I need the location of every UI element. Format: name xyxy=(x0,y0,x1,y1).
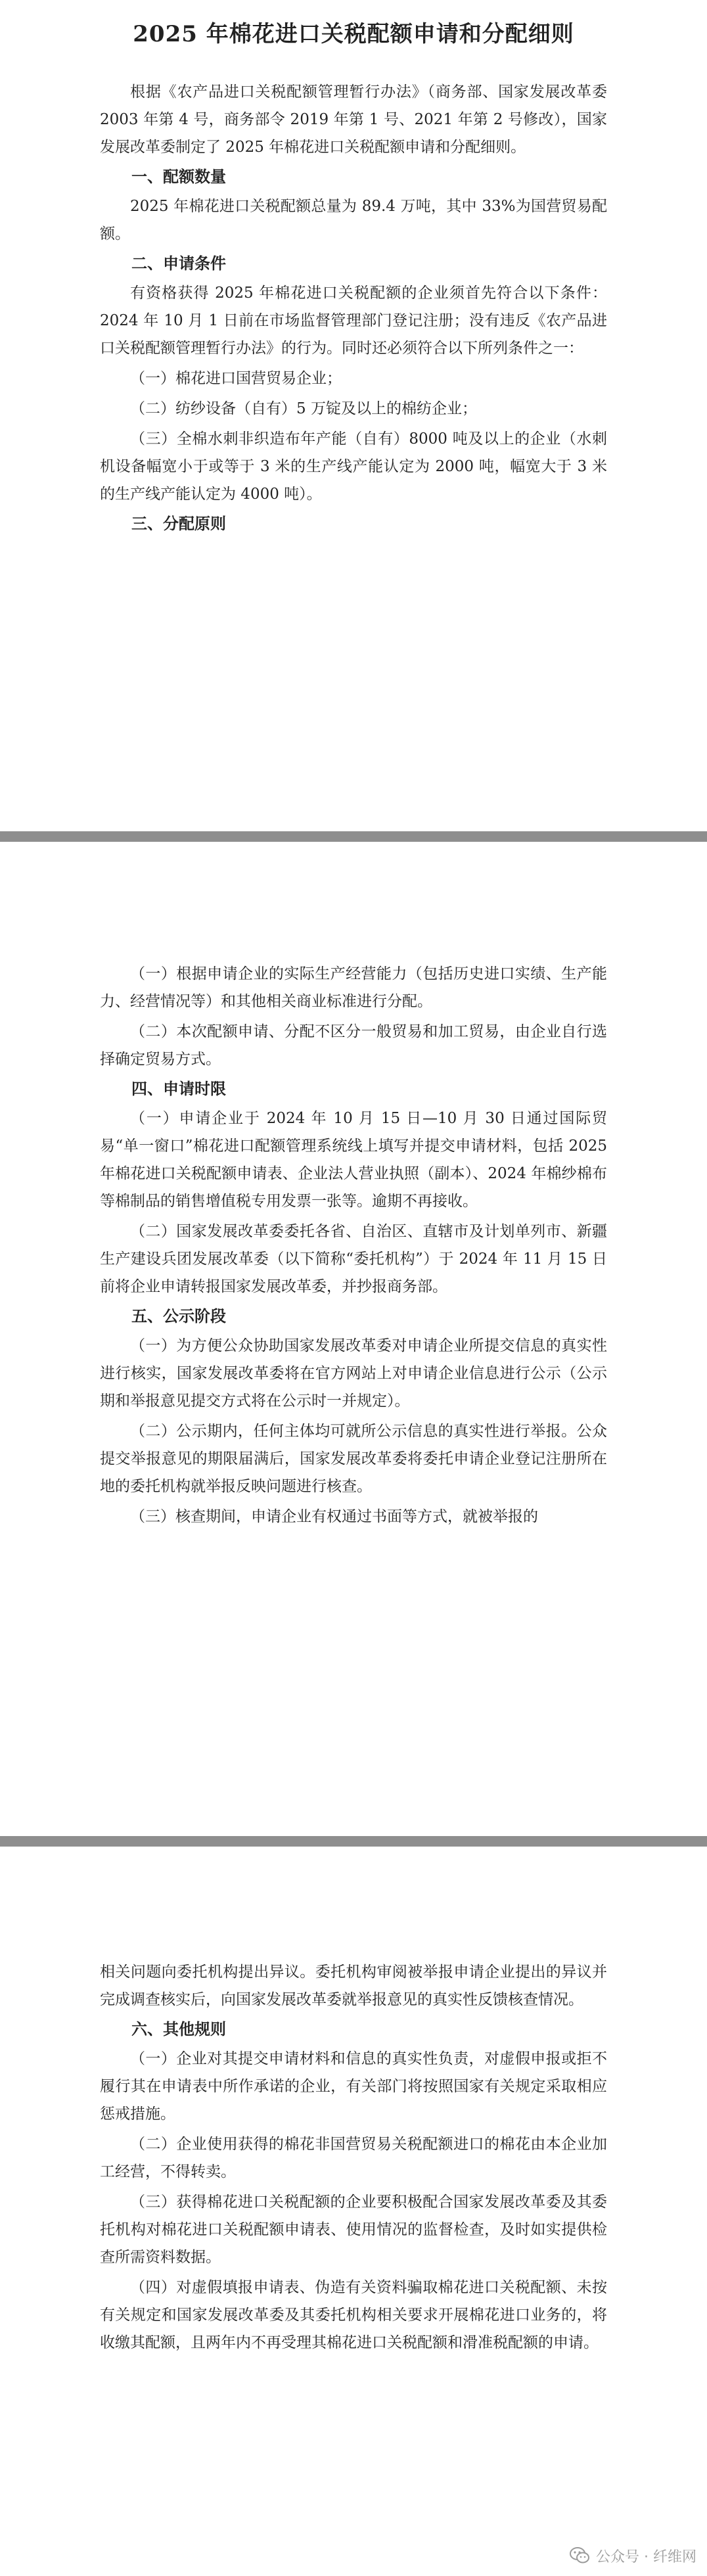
document-title: 2025 年棉花进口关税配额申请和分配细则 xyxy=(133,21,574,47)
section-1-heading: 一、配额数量 xyxy=(131,168,226,186)
section-5-item: （一）为方便公众协助国家发展改革委对申请企业所提交信息的真实性进行核实，国家发展改革委将在官方网站上对申请企业信息进行公示（公示期和举报意见提交方式将在公示时一并规定）。 xyxy=(100,1337,607,1410)
page-1-content xyxy=(100,16,607,540)
section-2-item: （二）纺纱设备（自有）5 万锭及以上的棉纺企业； xyxy=(130,400,477,417)
section-6-heading: 六、其他规则 xyxy=(131,2020,226,2038)
page-divider xyxy=(0,831,707,842)
section-4-item: （二）国家发展改革委委托各省、自治区、直辖市及计划单列市、新疆生产建设兵团发展改革委（以下简称“委托机构”）于 2024 年 11 月 15 日前将企业申请转报国家发展改革委，并抄报商务部。 xyxy=(100,1223,607,1295)
section-2-item: （三）全棉水刺非织造布年产能（自有）8000 吨及以上的企业（水刺机设备幅宽小于或等于 3 米的生产线产能认定为 2000 吨，幅宽大于 3 米的生产线产能认定为 4000 吨）。 xyxy=(100,430,607,503)
section-5-heading: 五、公示阶段 xyxy=(131,1307,226,1325)
section-3-item: （一）根据申请企业的实际生产经营能力（包括历史进口实绩、生产能力、经营情况等）和其他相关商业标准进行分配。 xyxy=(100,965,607,1010)
section-6-item: （二）企业使用获得的棉花非国营贸易关税配额进口的棉花由本企业加工经营，不得转卖。 xyxy=(100,2136,607,2180)
page-divider xyxy=(0,1836,707,1847)
document-page-1 xyxy=(0,0,707,831)
section-3-item: （二）本次配额申请、分配不区分一般贸易和加工贸易，由企业自行选择确定贸易方式。 xyxy=(100,1023,607,1068)
section-5-item: （三）核查期间，申请企业有权通过书面等方式，就被举报的 xyxy=(130,1508,538,1525)
section-1-paragraph: 2025 年棉花进口关税配额总量为 89.4 万吨，其中 33%为国营贸易配额。 xyxy=(100,198,607,242)
section-6-item: （三）获得棉花进口关税配额的企业要积极配合国家发展改革委及其委托机构对棉花进口关税配额申请表、使用情况的监督检查，及时如实提供检查所需资料数据。 xyxy=(100,2194,607,2266)
section-2-paragraph: 有资格获得 2025 年棉花进口关税配额的企业须首先符合以下条件：2024 年 10 月 1 日前在市场监督管理部门登记注册；没有违反《农产品进口关税配额管理暂行办法》的行为。同时还必须符合以下所列条件之一： xyxy=(100,285,607,357)
watermark xyxy=(568,2544,696,2567)
section-6-item: （四）对虚假填报申请表、伪造有关资料骗取棉花进口关税配额、未按有关规定和国家发展改革委及其委托机构相关要求开展棉花进口业务的，将收缴其配额，且两年内不再受理其棉花进口关税配额和滑准税配额的申请。 xyxy=(100,2279,607,2351)
section-6-item: （一）企业对其提交申请材料和信息的真实性负责，对虚假申报或拒不履行其在申请表中所作承诺的企业，有关部门将按照国家有关规定采取相应惩戒措施。 xyxy=(100,2050,607,2123)
intro-paragraph: 根据《农产品进口关税配额管理暂行办法》（商务部、国家发展改革委 2003 年第 4 号，商务部令 2019 年第 1 号、2021 年第 2 号修改），国家发展改革委制定了 2025 年棉花进口关税配额申请和分配细则。 xyxy=(100,83,607,156)
section-4-item: （一）申请企业于 2024 年 10 月 15 日—10 月 30 日通过国际贸易“单一窗口”棉花进口配额管理系统线上填写并提交申请材料，包括 2025 年棉花进口关税配额申请表、企业法人营业执照（副本）、2024 年棉纱棉布等棉制品的销售增值税专用发票一张等。逾期不再接收。 xyxy=(100,1110,607,1210)
page-2-content xyxy=(100,960,607,1533)
section-5-continuation: 相关问题向委托机构提出异议。委托机构审阅被举报申请企业提出的异议并完成调查核实后，向国家发展改革委就举报意见的真实性反馈核查情况。 xyxy=(100,1964,607,2008)
watermark-text: 公众号 · 纤维网 xyxy=(596,2548,696,2565)
page-3-content xyxy=(100,1958,607,2359)
document-page-3 xyxy=(0,1847,707,2576)
document-page-2 xyxy=(0,842,707,1836)
section-2-item: （一）棉花进口国营贸易企业； xyxy=(130,370,342,387)
wechat-icon xyxy=(568,2544,591,2567)
section-2-heading: 二、申请条件 xyxy=(131,254,226,273)
section-3-heading: 三、分配原则 xyxy=(131,515,226,533)
section-5-item: （二）公示期内，任何主体均可就所公示信息的真实性进行举报。公众提交举报意见的期限届满后，国家发展改革委将委托申请企业登记注册所在地的委托机构就举报反映问题进行核查。 xyxy=(100,1423,607,1495)
section-4-heading: 四、申请时限 xyxy=(131,1080,226,1098)
